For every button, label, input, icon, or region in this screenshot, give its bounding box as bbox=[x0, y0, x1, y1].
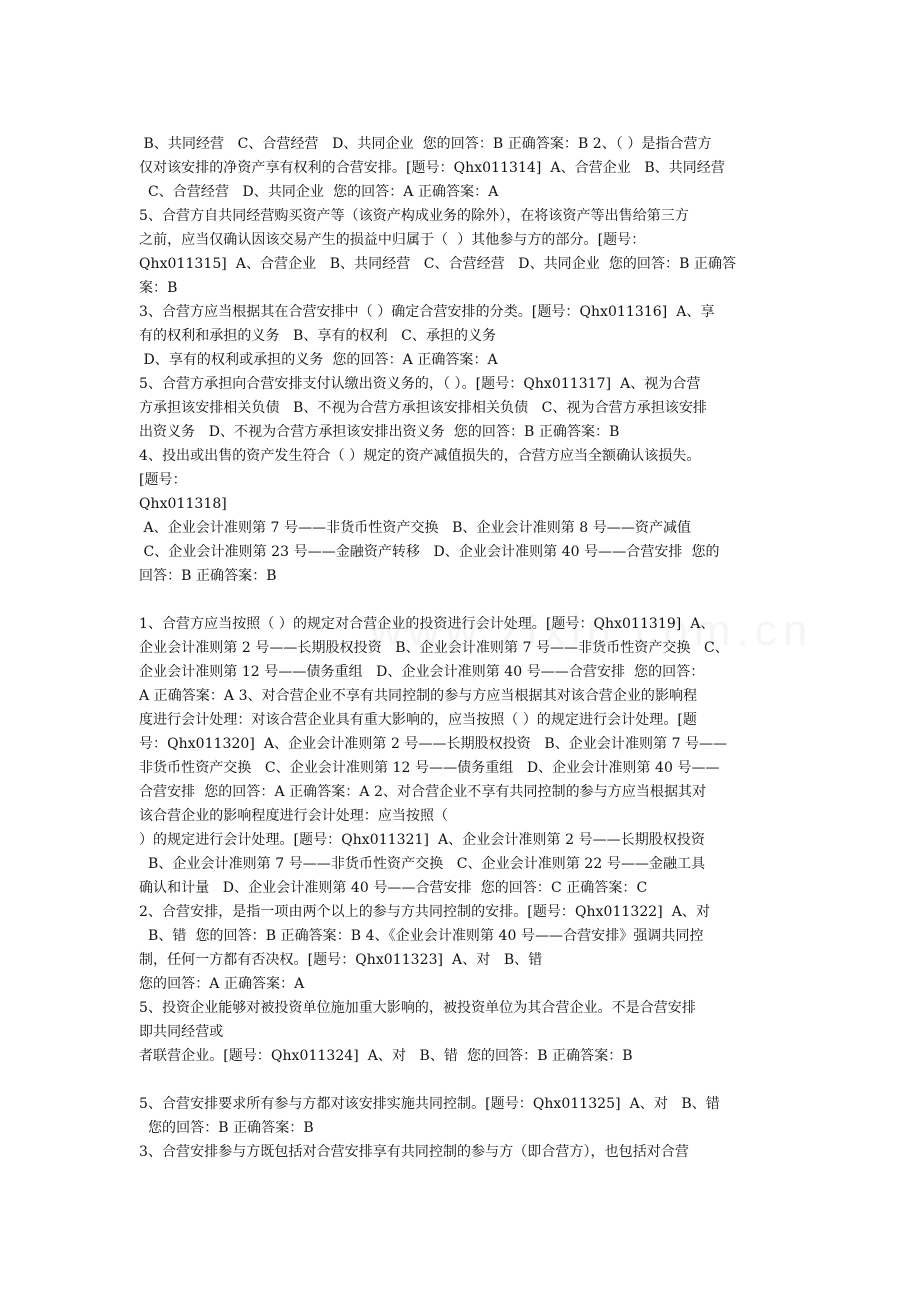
text-line: C、合营经营 D、共同企业 您的回答：A 正确答案：A bbox=[139, 184, 499, 200]
text-line: 您的回答：A 正确答案：A bbox=[139, 976, 305, 992]
text-line: 5、合营安排要求所有参与方都对该安排实施共同控制。[题号：Qhx011325] A、对 B、错 bbox=[139, 1096, 720, 1112]
paragraph-gap bbox=[139, 588, 784, 612]
text-line: 制，任何一方都有否决权。[题号：Qhx011323] A、对 B、错 bbox=[139, 952, 543, 968]
text-line: 之前，应当仅确认因该交易产生的损益中归属于（ ）其他参与方的部分。[题号： bbox=[139, 232, 646, 248]
text-line: A、企业会计准则第 7 号——非货币性资产交换 B、企业会计准则第 8 号——资产减值 bbox=[139, 520, 692, 536]
text-line: A 正确答案：A 3、对合营企业不享有共同控制的参与方应当根据其对该合营企业的影响程 bbox=[139, 688, 698, 704]
text-line: 您的回答：B 正确答案：B bbox=[139, 1120, 314, 1136]
text-line: [题号： bbox=[139, 472, 187, 488]
text-line: Qhx011315] A、合营企业 B、共同经营 C、合营经营 D、共同企业 您的回答：B 正确答 bbox=[139, 256, 737, 272]
text-line: B、企业会计准则第 7 号——非货币性资产交换 C、企业会计准则第 22 号——金融工具 bbox=[139, 856, 706, 872]
text-line: Qhx011318] bbox=[139, 496, 227, 512]
text-line: 者联营企业。[题号：Qhx011324] A、对 B、错 您的回答：B 正确答案：B bbox=[139, 1048, 633, 1064]
text-line: 1、合营方应当按照（ ）的规定对合营企业的投资进行会计处理。[题号：Qhx011319] A、 bbox=[139, 616, 715, 632]
text-line: C、企业会计准则第 23 号——金融资产转移 D、企业会计准则第 40 号——合营安排 您的 bbox=[139, 544, 720, 560]
text-line: 非货币性资产交换 C、企业会计准则第 12 号——债务重组 D、企业会计准则第 40 号—— bbox=[139, 760, 720, 776]
text-line: 号：Qhx011320] A、企业会计准则第 2 号——长期股权投资 B、企业会计准则第 7 号—— bbox=[139, 736, 728, 752]
text-line: 企业会计准则第 12 号——债务重组 D、企业会计准则第 40 号——合营安排 您的回答： bbox=[139, 664, 705, 680]
text-line: 4、投出或出售的资产发生符合（ ）规定的资产减值损失的，合营方应当全额确认该损失。 bbox=[139, 448, 701, 464]
text-line: 合营安排 您的回答：A 正确答案：A 2、对合营企业不享有共同控制的参与方应当根据其对 bbox=[139, 784, 707, 800]
document-body bbox=[139, 132, 784, 1164]
text-line: 5、合营方自共同经营购买资产等（该资产构成业务的除外），在将该资产等出售给第三方 bbox=[139, 208, 689, 224]
text-line: 度进行会计处理：对该合营企业具有重大影响的，应当按照（ ）的规定进行会计处理。[题 bbox=[139, 712, 697, 728]
text-line: 确认和计量 D、企业会计准则第 40 号——合营安排 您的回答：C 正确答案：C bbox=[139, 880, 648, 896]
text-line: 有的权利和承担的义务 B、享有的权利 C、承担的义务 bbox=[139, 328, 497, 344]
text-line: 即共同经营或 bbox=[139, 1024, 224, 1040]
text-line: 方承担该安排相关负债 B、不视为合营方承担该安排相关负债 C、视为合营方承担该安排 bbox=[139, 400, 707, 416]
text-line: ）的规定进行会计处理。[题号：Qhx011321] A、企业会计准则第 2 号——长期股权投资 bbox=[139, 832, 705, 848]
text-line: 2、合营安排，是指一项由两个以上的参与方共同控制的安排。[题号：Qhx011322] A、对 bbox=[139, 904, 711, 920]
text-line: D、享有的权利或承担的义务 您的回答：A 正确答案：A bbox=[139, 352, 498, 368]
text-line: 案：B bbox=[139, 280, 178, 296]
text-line: 回答：B 正确答案：B bbox=[139, 568, 277, 584]
text-line: 3、合营安排参与方既包括对合营安排享有共同控制的参与方（即合营方），也包括对合营 bbox=[139, 1144, 689, 1160]
paragraph-gap bbox=[139, 1068, 784, 1092]
text-line: 5、投资企业能够对被投资单位施加重大影响的，被投资单位为其合营企业。不是合营安排 bbox=[139, 1000, 696, 1016]
text-line: 企业会计准则第 2 号——长期股权投资 B、企业会计准则第 7 号——非货币性资产交换 C、 bbox=[139, 640, 729, 656]
text-line: B、错 您的回答：B 正确答案：B 4、《企业会计准则第 40 号——合营安排》强调共同控 bbox=[139, 928, 704, 944]
text-line: 5、合营方承担向合营安排支付认缴出资义务的，（ ）。[题号：Qhx011317] A、视为合营 bbox=[139, 376, 701, 392]
text-line: 仅对该安排的净资产享有权利的合营安排。[题号：Qhx011314] A、合营企业 B、共同经营 bbox=[139, 160, 725, 176]
text-line: B、共同经营 C、合营经营 D、共同企业 您的回答：B 正确答案：B 2、（ ）是指合营方 bbox=[139, 136, 712, 152]
text-line: 出资义务 D、不视为合营方承担该安排出资义务 您的回答：B 正确答案：B bbox=[139, 424, 620, 440]
text-line: 该合营企业的影响程度进行会计处理：应当按照（ bbox=[139, 808, 449, 824]
text-line: 3、合营方应当根据其在合营安排中（ ）确定合营安排的分类。[题号：Qhx011316] A、享 bbox=[139, 304, 715, 320]
